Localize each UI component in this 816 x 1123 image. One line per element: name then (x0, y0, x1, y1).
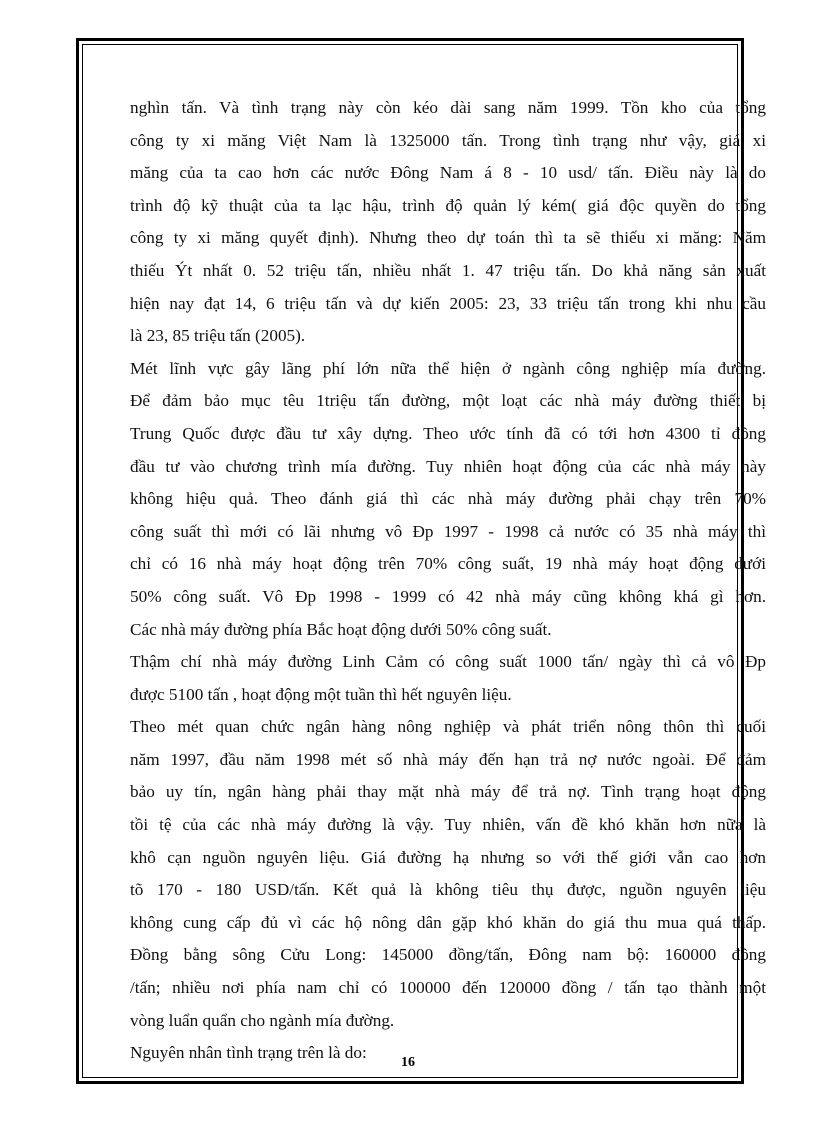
text-line: công ty xi măng Việt Nam là 1325000 tấn. Trong tình trạng như vậy, giá xi (130, 130, 766, 150)
text-line: tõ 170 - 180 USD/tấn. Kết quả là không tiêu thụ được, nguồn nguyên liệu (130, 880, 766, 900)
text-line: Các nhà máy đường phía Bắc hoạt động dưới 50% công suất. (130, 619, 552, 639)
page-number: 16 (401, 1055, 415, 1070)
text-line: Trung Quốc được đầu tư xây dựng. Theo ước tính đã có tới hơn 4300 tỉ đồng (130, 423, 766, 443)
text-line: /tấn; nhiều nơi phía nam chỉ có 100000 đến 120000 đồng / tấn tạo thành một (130, 978, 766, 998)
text-line: Mét lĩnh vực gây lãng phí lớn nữa thể hiện ở ngành công nghiệp mía đường. (130, 358, 766, 378)
text-line: tồi tệ của các nhà máy đường là vậy. Tuy nhiên, vấn đề khó khăn hơn nữa là (130, 815, 766, 835)
text-line: không hiệu quả. Theo đánh giá thì các nhà máy đường phải chạy trên 70% (130, 489, 766, 509)
text-line: vòng luẩn quẩn cho ngành mía đường. (130, 1010, 395, 1030)
body-text (130, 92, 766, 1070)
text-line: nghìn tấn. Và tình trạng này còn kéo dài sang năm 1999. Tồn kho của tổng (130, 98, 766, 117)
text-line: Theo mét quan chức ngân hàng nông nghiệp và phát triển nông thôn thì cuối (130, 717, 766, 737)
text-line: công suất thì mới có lãi nhưng vô Ðp 1997 - 1998 cả nước có 35 nhà máy thì (130, 521, 766, 541)
text-line: chỉ có 16 nhà máy hoạt động trên 70% công suất, 19 nhà máy hoạt động dưới (130, 554, 766, 574)
text-line: 50% công suất. Vô Ðp 1998 - 1999 có 42 nhà máy cũng không khá gì hơn. (130, 586, 766, 606)
text-line: là 23, 85 triệu tấn (2005). (130, 326, 306, 346)
text-line: được 5100 tấn , hoạt động một tuần thì hết nguyên liệu. (130, 684, 512, 704)
text-line: măng của ta cao hơn các nước Đông Nam á 8 - 10 usd/ tấn. Điều này là do (130, 163, 766, 183)
text-line: trình độ kỹ thuật của ta lạc hậu, trình độ quản lý kém( giá độc quyền do tổng (130, 195, 766, 215)
text-line: khô cạn nguồn nguyên liệu. Giá đường hạ nhưng so với thế giới vẫn cao hơn (130, 847, 766, 867)
text-line: Thậm chí nhà máy đường Linh Cảm có công suất 1000 tấn/ ngày thì cả vô Ðp (130, 652, 766, 672)
text-line: Để đảm bảo mục têu 1triệu tấn đường, một loạt các nhà máy đường thiết bị (130, 391, 766, 411)
text-line: Nguyên nhân tình trạng trên là do: (130, 1043, 367, 1063)
text-line: thiếu Ýt nhất 0. 52 triệu tấn, nhiều nhất 1. 47 triệu tấn. Do khả năng sản xuất (130, 260, 766, 280)
text-line: năm 1997, đầu năm 1998 mét số nhà máy đến hạn trả nợ nước ngoài. Để đảm (130, 749, 766, 769)
text-line: đầu tư vào chương trình mía đường. Tuy nhiên hoạt động của các nhà máy này (130, 456, 766, 476)
text-line: bảo uy tín, ngân hàng phải thay mặt nhà máy để trả nợ. Tình trạng hoạt động (130, 782, 766, 802)
text-line: công ty xi măng quyết định). Nhưng theo dự toán thì ta sẽ thiếu xi măng: Năm (130, 228, 766, 248)
text-line: không cung cấp đủ vì các hộ nông dân gặp khó khăn do giá thu mua quá thấp. (130, 912, 766, 932)
text-line: Đồng bằng sông Cửu Long: 145000 đồng/tấn, Đông nam bộ: 160000 đồng (130, 945, 766, 965)
text-line: hiện nay đạt 14, 6 triệu tấn và dự kiến 2005: 23, 33 triệu tấn trong khi nhu cầu (130, 293, 766, 313)
